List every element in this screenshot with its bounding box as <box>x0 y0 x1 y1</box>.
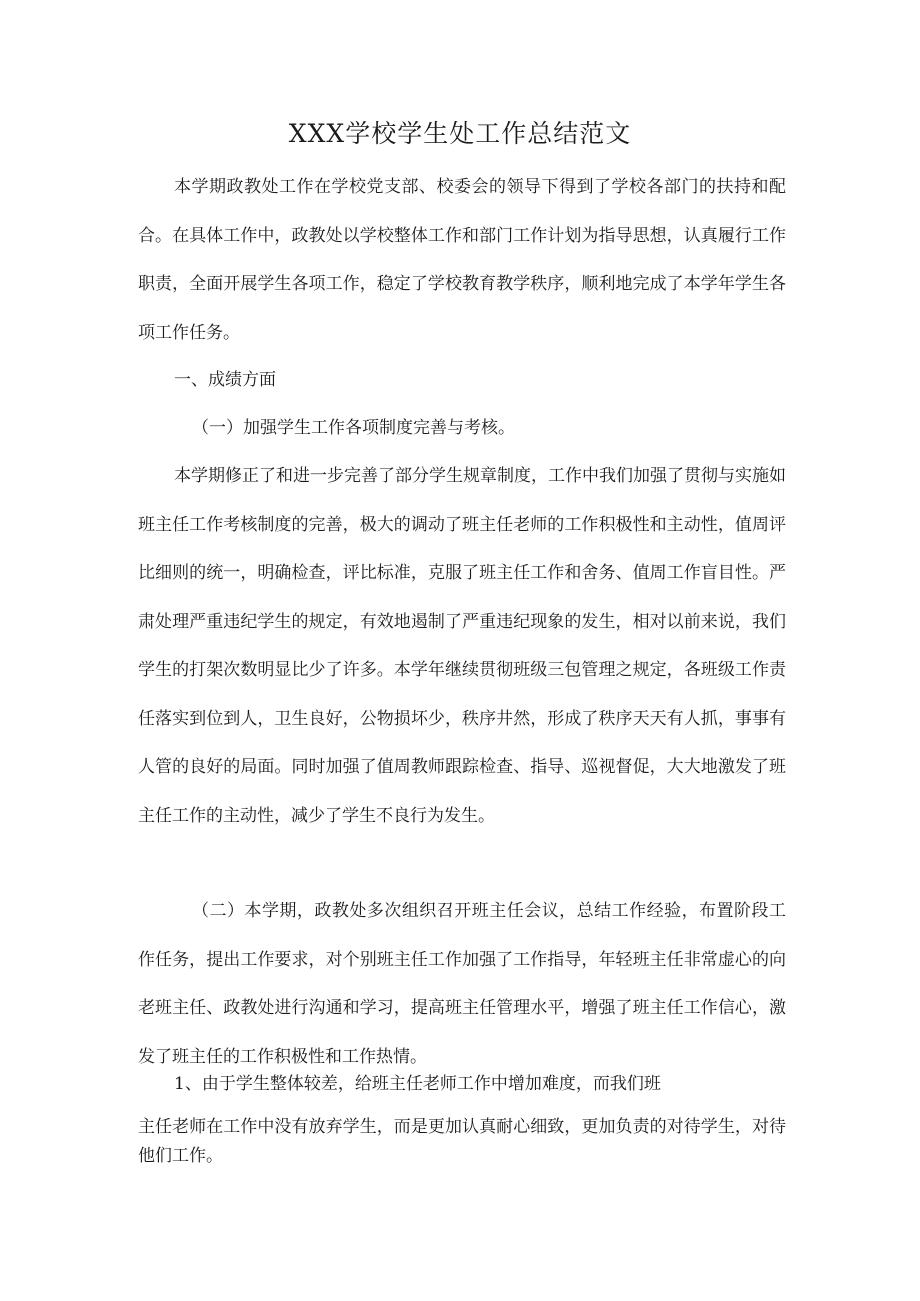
document-title: XXX学校学生处工作总结范文 <box>288 119 632 148</box>
body-paragraph-2: （二）本学期，政教处多次组织召开班主任会议，总结工作经验，布置阶段工作任务，提出工作要求，对个别班主任工作加强了工作指导，年轻班主任非常虚心的向老班主任、政教处进行沟通和学习，提高班主任管理水平，增强了班主任工作信心，激发了班主任的工作积极性和工作热情。 <box>138 901 786 1067</box>
subsection-heading: （一）加强学生工作各项制度完善与考核。 <box>192 418 515 438</box>
body-paragraph-1: 本学期修正了和进一步完善了部分学生规章制度，工作中我们加强了贯彻与实施如班主任工作考核制度的完善，极大的调动了班主任老师的工作积极性和主动性，值周评比细则的统一，明确检查，评比标准，克服了班主任工作和舍务、值周工作盲目性。严肃处理严重违纪学生的规定，有效地遏制了严重违纪现象的发生，相对以前来说，我们学生的打架次数明显比少了许多。本学年继续贯彻班级三包管理之规定，各班级工作责任落实到位到人，卫生良好，公物损坏少，秩序井然，形成了秩序天天有人抓，事事有人管的良好的局面。同时加强了值周教师跟踪检查、指导、巡视督促，大大地激发了班主任工作的主动性，减少了学生不良行为发生。 <box>138 466 786 826</box>
list-item-1: 1、由于学生整体较差，给班主任老师工作中增加难度，而我们班 <box>174 1074 661 1094</box>
section-heading: 一、成绩方面 <box>174 370 276 390</box>
intro-paragraph: 本学期政教处工作在学校党支部、校委会的领导下得到了学校各部门的扶持和配合。在具体工作中，政教处以学校整体工作和部门工作计划为指导思想，认真履行工作职责，全面开展学生各项工作，稳定了学校教育教学秩序，顺利地完成了本学年学生各项工作任务。 <box>138 177 786 343</box>
list-item-1-continued: 主任老师在工作中没有放弃学生，而是更加认真耐心细致，更加负责的对待学生，对待他们工作。 <box>138 1117 786 1166</box>
